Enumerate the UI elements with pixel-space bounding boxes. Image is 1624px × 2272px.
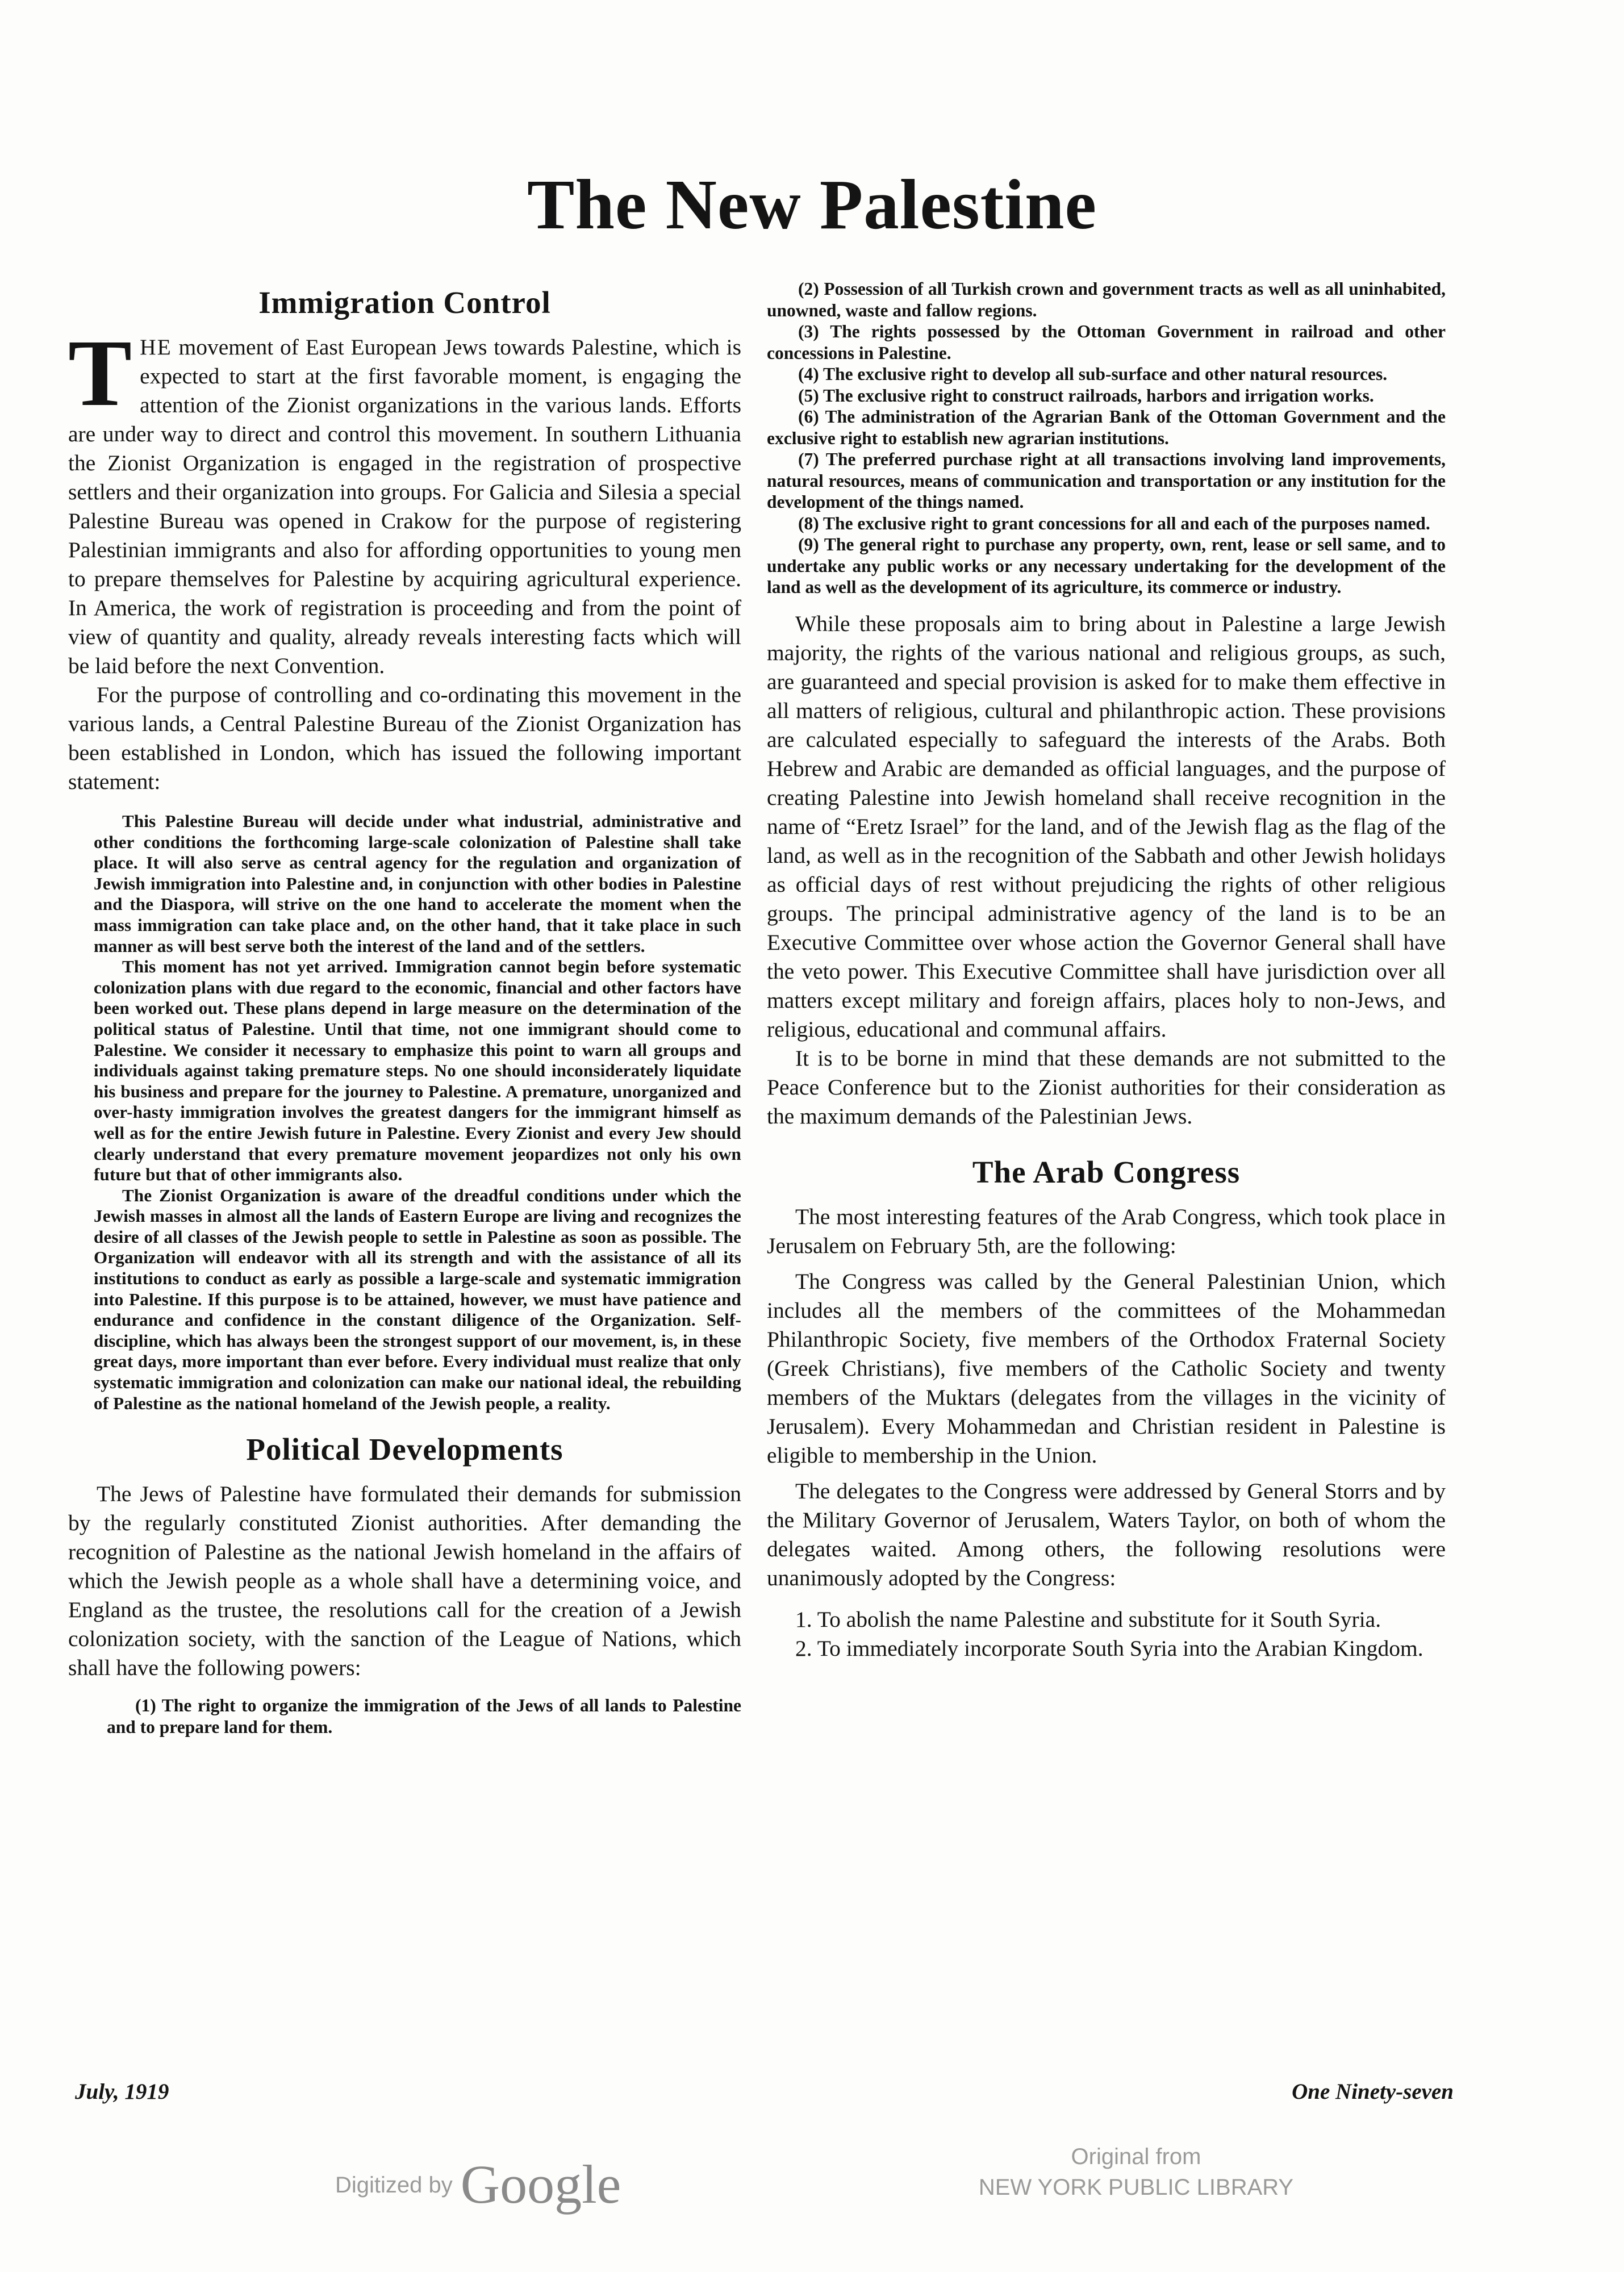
immigration-paragraph-2: For the purpose of controlling and co-ordinating this movement in the various lands, a Central Palestine Bureau of the Zionist Organization has been established in London, which has issued the following important statement: xyxy=(68,682,741,794)
quote-paragraph-2: This moment has not yet arrived. Immigration cannot begin before systematic colonization plans with due regard to the economic, financial and other factors have been worked out. These plans depend in large measure on the determination of the political status of Palestine. Until that time, not one immigrant should come to Palestine. We consider it necessary to emphasize this point to warn all groups and individuals against taking premature steps. No one should inconsiderately liquidate his business and prepare for the journey to Palestine. A premature, unorganized and over-hasty immigration involves the greatest dangers for the immigrant himself as well as for the entire Jewish future in Palestine. Every Zionist and every Jew should clearly understand that every premature movement jeopardizes not only his own future but that of other immigrants also. xyxy=(94,957,741,1185)
section-heading-political: Political Developments xyxy=(246,1432,563,1467)
arab-paragraph-2: The Congress was called by the General Palestinian Union, which includes all the members of the committees of the Mohammedan Philanthropic Society, five members of the Orthodox Fraternal Society (Greek Christians), five members of the Catholic Society and twenty members of the Muktars (delegates from the villages in the vicinity of Jerusalem). Every Mohammedan and Christian resident in Palestine is eligible to membership in the Union. xyxy=(767,1268,1446,1468)
power-item-2: (2) Possession of all Turkish crown and government tracts as well as all uninhabited, unowned, waste and fallow regions. xyxy=(767,279,1446,320)
power-item-8: (8) The exclusive right to grant concessions for all and each of the purposes named. xyxy=(798,513,1430,533)
quote-paragraph-1: This Palestine Bureau will decide under what industrial, administrative and other conditions the forthcoming large-scale colonization of Palestine shall take place. It will also serve as central agency for the regulation and organization of Jewish immigration into Palestine and, in conjunction with other bodies in Palestine and the Diaspora, will strive on the one hand to accelerate the moment when the mass immigration can take place and, on the other hand, that it take place in such manner as will best serve both the interest of the land and of the settlers. xyxy=(94,811,741,956)
power-item-1: (1) The right to organize the immigration of the Jews of all lands to Palestine and to prepare land for them. xyxy=(107,1695,741,1737)
power-item-5: (5) The exclusive right to construct railroads, harbors and irrigation works. xyxy=(798,385,1374,406)
footer-page-number: One Ninety-seven xyxy=(1292,2079,1454,2104)
section-heading-arab-congress: The Arab Congress xyxy=(972,1154,1241,1189)
footer-date: July, 1919 xyxy=(75,2079,169,2104)
section-heading-immigration: Immigration Control xyxy=(258,285,551,320)
google-logo: Google xyxy=(460,2154,621,2215)
original-from-watermark xyxy=(960,2141,1312,2203)
original-from-text: Original from xyxy=(1071,2144,1201,2169)
powers-list-start xyxy=(68,1695,741,1738)
power-item-3: (3) The rights possessed by the Ottoman Government in railroad and other concessions in Palestine. xyxy=(767,321,1446,363)
left-column xyxy=(68,284,741,1738)
library-name: NEW YORK PUBLIC LIBRARY xyxy=(978,2175,1294,2200)
immigration-paragraph-1-text: movement of East European Jews towards Palestine, which is expected to start at the first favorable moment, is engaging the attention of the Zionist organizations in the various lands. Efforts are under way to direct and control this movement. In southern Lithuania the Zionist Organization is engaged in the registration of prospective settlers and their organization into groups. For Galicia and Silesia a special Palestine Bureau was opened in Crakow for the purpose of registering Palestinian immigrants and also for affording opportunities to young men to prepare themselves for Palestine by acquiring agricultural experience. In America, the work of registration is proceeding and from the point of view of quantity and quality, already reveals interesting facts which will be laid before the next Convention. xyxy=(68,335,741,678)
bureau-statement-quote xyxy=(68,811,741,1414)
masthead-title: The New Palestine xyxy=(527,166,1097,244)
digitized-by-watermark xyxy=(335,2153,621,2216)
resolutions-list xyxy=(767,1605,1446,1663)
power-item-7: (7) The preferred purchase right at all transactions involving land improvements, natural resources, means of communication and transportation or any institution for the development of the things named. xyxy=(767,449,1446,512)
power-item-6: (6) The administration of the Agrarian Bank of the Ottoman Government and the exclusive right to establish new agrarian institutions. xyxy=(767,407,1446,448)
power-item-9: (9) The general right to purchase any property, own, rent, lease or sell same, and to undertake any public works or any necessary undertaking for the development of the land as well as the development of its agriculture, its commerce or industry. xyxy=(767,534,1446,597)
lead-caps: HE xyxy=(140,335,172,360)
drop-cap-letter: T xyxy=(68,320,132,426)
resolution-2: 2. To immediately incorporate South Syria into the Arabian Kingdom. xyxy=(795,1635,1423,1661)
quote-paragraph-3: The Zionist Organization is aware of the dreadful conditions under which the Jewish masses in almost all the lands of Eastern Europe are living and recognizes the desire of all classes of the Jewish people to settle in Palestine as soon as possible. The Organization will endeavor with all its strength and with the assistance of all its institutions to conduct as early as possible a large-scale and systematic immigration into Palestine. If this purpose is to be attained, however, we must have patience and endurance and confidence in the constant diligence of the Organization. Self-discipline, which has always been the strongest support of our movement, is, in these great days, more important than ever before. Every individual must realize that only systematic immigration and colonization can make our national ideal, the rebuilding of Palestine as the national homeland of the Jewish people, a reality. xyxy=(94,1185,741,1413)
immigration-paragraph-1 xyxy=(68,320,741,680)
powers-list-continued xyxy=(767,278,1446,598)
digitized-by-text: Digitized by xyxy=(335,2173,453,2198)
political-paragraph-2: While these proposals aim to bring about in Palestine a large Jewish majority, the rights of the various national and religious groups, as such, are guaranteed and special provision is asked for to make them effective in all matters of religious, cultural and philanthropic action. These provisions are calculated especially to safeguard the interests of the Arabs. Both Hebrew and Arabic are demanded as official languages, and the purpose of creating Palestine into Jewish homeland shall receive recognition in the name of “Eretz Israel” for the land, and of the Jewish flag as the flag of the land, as well as in the recognition of the Sabbath and other Jewish holidays as official days of rest without prejudicing the rights of other religious groups. The principal administrative agency of the land is to be an Executive Committee over whose action the Governor General shall have the veto power. This Executive Committee shall have jurisdiction over all matters except military and foreign affairs, places holy to non-Jews, and religious, educational and communal affairs. xyxy=(767,611,1446,1042)
power-item-4: (4) The exclusive right to develop all sub-surface and other natural resources. xyxy=(798,364,1388,384)
resolution-1: 1. To abolish the name Palestine and substitute for it South Syria. xyxy=(795,1606,1381,1632)
arab-paragraph-1: The most interesting features of the Arab Congress, which took place in Jerusalem on February 5th, are the following: xyxy=(767,1204,1446,1258)
arab-paragraph-3: The delegates to the Congress were addressed by General Storrs and by the Military Governor of Jerusalem, Waters Taylor, on both of whom the delegates waited. Among others, the following resolutions were unanimously adopted by the Congress: xyxy=(767,1478,1446,1590)
political-paragraph-3: It is to be borne in mind that these demands are not submitted to the Peace Conference but to the Zionist authorities for their consideration as the maximum demands of the Palestinian Jews. xyxy=(767,1045,1446,1129)
right-column xyxy=(767,278,1446,1663)
political-paragraph-1: The Jews of Palestine have formulated their demands for submission by the regularly constituted Zionist authorities. After demanding the recognition of Palestine as the national Jewish homeland in the affairs of which the Jewish people as a whole shall have a determining voice, and England as the trustee, the resolutions call for the creation of a Jewish colonization society, with the sanction of the League of Nations, which shall have the following powers: xyxy=(68,1481,741,1681)
